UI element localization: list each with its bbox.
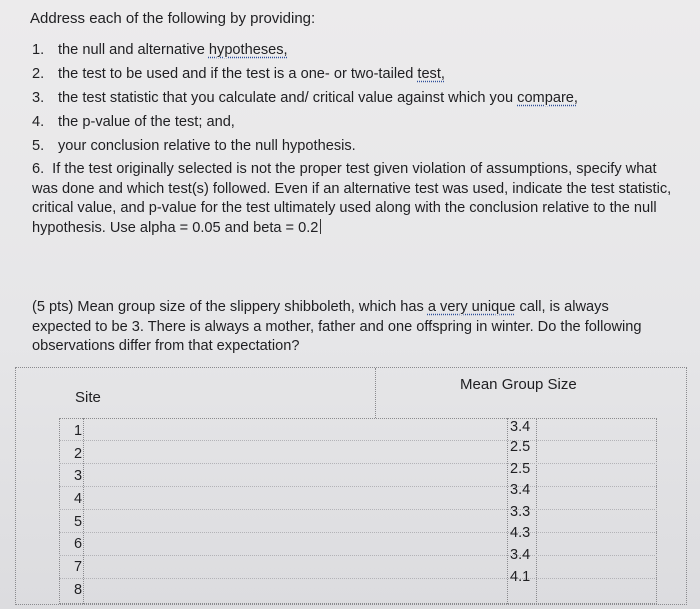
- value-cell: 3.4: [510, 482, 531, 498]
- spellcheck-word: compare,: [517, 90, 578, 106]
- list-number: 1.: [32, 42, 45, 58]
- spellcheck-word: test,: [417, 66, 445, 82]
- value-cell: 2.5: [510, 461, 531, 477]
- list-item-text: the null and alternative: [58, 42, 209, 58]
- table-body: [59, 418, 657, 604]
- site-cell: 2: [74, 446, 83, 462]
- list-item: [32, 40, 672, 64]
- list-item: [32, 160, 672, 238]
- list-item-text: the test to be used and if the test is a one- or two-tailed: [58, 66, 418, 82]
- site-cell: 6: [74, 536, 83, 552]
- column-header-site: Site: [75, 389, 101, 406]
- list-item: [32, 112, 672, 136]
- list-item: [32, 88, 672, 112]
- list-item-text: your conclusion relative to the null hypothesis.: [58, 138, 356, 154]
- value-cell: 3.4: [510, 547, 531, 563]
- row-divider: [59, 440, 657, 441]
- row-divider: [59, 463, 657, 464]
- list-item: [32, 136, 672, 160]
- list-number: 6.: [32, 161, 45, 177]
- spellcheck-word: a very unique: [427, 299, 516, 315]
- site-cell: 8: [74, 582, 83, 598]
- list-number: 2.: [32, 66, 45, 82]
- row-divider: [59, 532, 657, 533]
- list-item: [32, 64, 672, 88]
- column-header-mean-group-size: Mean Group Size: [460, 376, 577, 393]
- text-cursor: [320, 219, 321, 234]
- intro-text: Address each of the following by providing:: [30, 10, 316, 27]
- header-divider: [375, 368, 376, 418]
- value-cell: 4.3: [510, 525, 531, 541]
- row-divider: [59, 555, 657, 556]
- list-number: 5.: [32, 138, 45, 154]
- row-divider: [59, 486, 657, 487]
- site-cell: 5: [74, 514, 83, 530]
- row-divider: [59, 578, 657, 579]
- list-number: 4.: [32, 114, 45, 130]
- value-cell: 2.5: [510, 439, 531, 455]
- list-number: 3.: [32, 90, 45, 106]
- value-cell: 3.3: [510, 504, 531, 520]
- list-item-text: the test statistic that you calculate and/ critical value against which you: [58, 90, 518, 106]
- spellcheck-word: hypotheses,: [208, 42, 288, 58]
- site-cell: 1: [74, 423, 83, 439]
- question-part: call, is always expected to be 3. There is always a mother, father and one offspring in winter. Do the following observations differ from that expectation?: [32, 299, 642, 354]
- value-cell: 4.1: [510, 569, 531, 585]
- site-cell: 4: [74, 491, 83, 507]
- site-cell: 7: [74, 559, 83, 575]
- data-table: [15, 367, 687, 605]
- list-item-text: If the test originally selected is not the proper test given violation of assumptions, specify what was done and which test(s) followed. Even if an alternative test was used, indicate the test statistic, critical value, and p-value for the test ultimately used along with the conclusion relative to the null hypothesis. Use alpha = 0.05 and beta = 0.2: [32, 161, 672, 236]
- requirements-list: [32, 40, 672, 238]
- site-cell: 3: [74, 468, 83, 484]
- value-cell: 3.4: [510, 419, 531, 435]
- question-part: (5 pts) Mean group size of the slippery shibboleth, which has: [32, 299, 428, 315]
- question-text: [32, 298, 672, 357]
- list-item-text: the p-value of the test; and,: [58, 114, 235, 130]
- row-divider: [59, 509, 657, 510]
